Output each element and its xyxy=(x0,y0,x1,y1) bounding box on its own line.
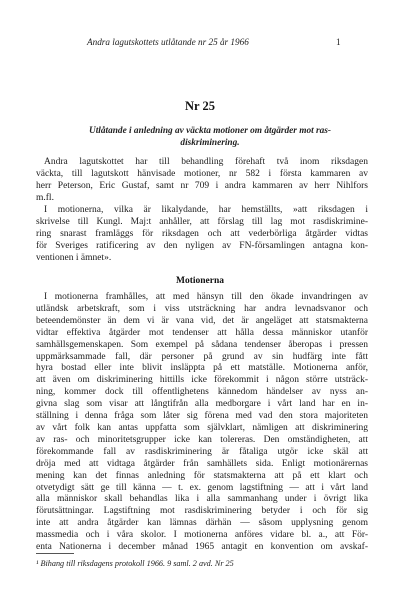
text-line: ventionen i ämnet». xyxy=(36,252,112,263)
section-heading: Motionerna xyxy=(175,276,225,286)
text-line: inte att andra åtgärder kan lämnas därhän — såsom upplysning genom xyxy=(36,518,368,529)
text-line: samhällsgemenskapen. Som exempel på sådana tendenser åberopas i pressen xyxy=(36,339,368,350)
text-line: mening kan det finnas anledning för statsmakterna att på ett klart och xyxy=(36,470,368,481)
text-line: ning, kommer dock till offentlighetens kännedom händelser av nyss an- xyxy=(36,387,368,398)
text-line: beteendemönster än dem vi är vana vid, det är angeläget att statsmakterna xyxy=(36,315,368,326)
text-line: dröja med att vidtaga åtgärder från samhällets sida. Enligt motionärernas xyxy=(36,458,368,469)
text-line: uppmärksammade fall, där personer på grund av sin hudfärg inte fått xyxy=(36,351,368,362)
document-subtitle xyxy=(65,125,355,149)
document-number: Nr 25 xyxy=(185,99,215,113)
text-line: otvetydigt sätt ge till känna — t. ex. genom lagstiftning — att i vårt land xyxy=(36,482,368,493)
text-line: hyra bostad eller inte blivit insläppta på ett matställe. Motionerna anför, xyxy=(36,363,368,374)
text-line: Andra lagutskottet har till behandling förehaft två inom riksdagen xyxy=(44,157,368,167)
text-line: av vårt folk kan antas uppfatta som självklart, nämligen att diskriminering xyxy=(36,422,368,433)
text-line: för Sveriges ratificering av den nyligen av FN-församlingen antagna kon- xyxy=(36,240,368,251)
text-line: givna slag som visar att långtifrån alla medborgare i vårt land har en in- xyxy=(36,399,368,410)
text-line: massmedia och i våra skolor. I motionerna anföres vidare bl. a., att För- xyxy=(36,530,368,541)
text-line: ställning i denna fråga som låter sig förena med vad den stora majoriteten xyxy=(36,411,368,422)
text-line: att även om diskriminering hittills icke förekommit i någon större utsträck- xyxy=(36,375,368,386)
subtitle-line: Utlåtande i anledning av väckta motioner om åtgärder mot ras- xyxy=(89,126,331,136)
section-paragraph xyxy=(36,292,368,554)
text-line: vidtar effektiva åtgärder mot tendenser att hålla dessa människor utanför xyxy=(36,327,368,338)
page-number: 1 xyxy=(336,37,341,47)
text-line: ring snarast framläggs för riksdagen och att vederbörliga åtgärder vidtas xyxy=(36,228,368,239)
intro-paragraph-2 xyxy=(36,205,368,265)
text-line: herr Peterson, Eric Gustaf, samt nr 709 i andra kammaren av herr Nihlfors xyxy=(36,180,368,191)
subtitle-line: diskriminering. xyxy=(180,138,240,148)
text-line: väckta, till lagutskott hänvisade motioner, nr 582 i första kammaren av xyxy=(36,168,368,179)
text-line: alla människor skall behandlas lika i alla sammanhang under i övrigt lika xyxy=(36,494,368,505)
text-line: skrivelse till Kungl. Maj:t anhåller, att förslag till lag mot rasdiskrimine- xyxy=(36,216,368,227)
running-header: Andra lagutskottets utlåtande nr 25 år 1966 xyxy=(87,37,249,47)
text-line: av ras- och minoritetsgrupper icke kan tolereras. Den omständigheten, att xyxy=(36,434,368,445)
text-line: enta Nationerna i december månad 1965 antagit en konvention om avskaf- xyxy=(36,542,368,553)
text-line: m.fl. xyxy=(36,192,54,203)
footnote-divider xyxy=(36,553,74,554)
text-line: förekommande fall av rasdiskriminering är fåtaliga utgör icke skäl att xyxy=(36,446,368,457)
text-line: I motionerna framhålles, att med hänsyn till den ökade invandringen av xyxy=(44,292,368,302)
text-line: utländsk arbetskraft, som i viss utsträckning har andra levnadsvanor och xyxy=(36,303,368,314)
footnote: ¹ Bihang till riksdagens protokoll 1966. 9 saml. 2 avd. Nr 25 xyxy=(36,559,234,568)
text-line: I motionerna, vilka är likalydande, har hemställts, »att riksdagen i xyxy=(44,205,368,215)
intro-paragraph-1 xyxy=(36,157,368,205)
text-line: förutsättningar. Lagstiftning mot rasdiskriminering betyder i och för sig xyxy=(36,506,368,517)
